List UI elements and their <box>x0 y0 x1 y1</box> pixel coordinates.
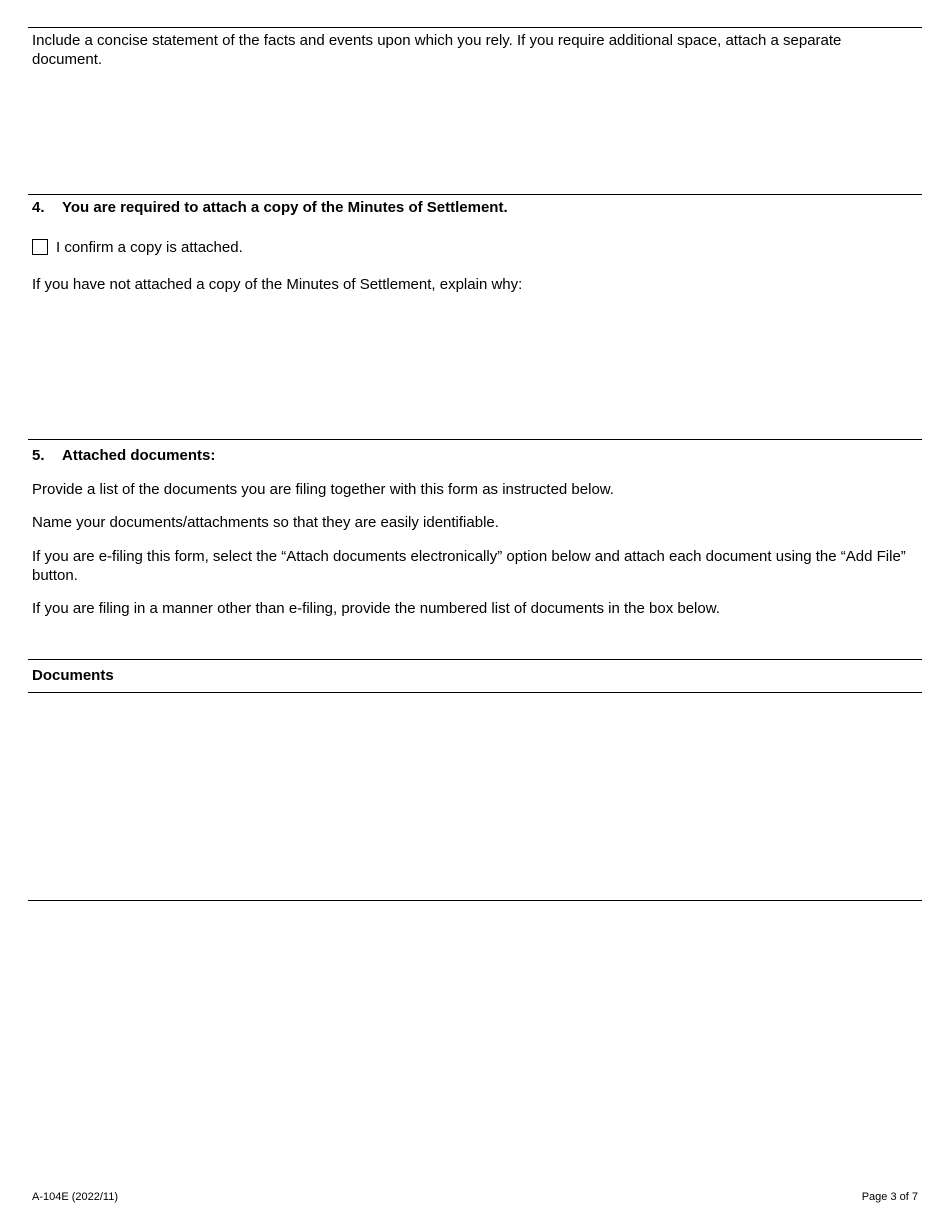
section-5-heading <box>32 446 215 465</box>
section-5-paragraph: If you are filing in a manner other than e-filing, provide the numbered list of documents in the box below. <box>32 600 720 617</box>
section-5-paragraph: Provide a list of the documents you are filing together with this form as instructed below. <box>32 481 614 498</box>
section-4-title: You are required to attach a copy of the Minutes of Settlement. <box>62 199 508 216</box>
section-4-number: 4. <box>32 199 45 216</box>
section-4-top-rule <box>28 194 922 195</box>
documents-list-field[interactable] <box>28 694 922 898</box>
confirm-copy-attached-checkbox[interactable] <box>32 239 48 255</box>
section-5-number: 5. <box>32 447 45 464</box>
section-4-heading <box>32 198 508 217</box>
form-id: A-104E (2022/11) <box>32 1191 119 1203</box>
documents-bottom-rule <box>28 900 922 901</box>
page-number: Page 3 of 7 <box>861 1191 918 1203</box>
section-5-paragraph: Name your documents/attachments so that they are easily identifiable. <box>32 514 499 531</box>
section-5-paragraph: If you are e-filing this form, select the “Attach documents electronically” option below and attach each document using the “Add File” button. <box>32 548 906 584</box>
documents-header-top-rule <box>28 659 922 660</box>
documents-header-bottom-rule <box>28 692 922 693</box>
section-3-top-rule <box>28 27 922 28</box>
confirm-copy-attached-label: I confirm a copy is attached. <box>56 239 243 256</box>
explain-prompt: If you have not attached a copy of the Minutes of Settlement, explain why: <box>32 276 523 293</box>
facts-text-field[interactable] <box>28 72 922 190</box>
section-5-top-rule <box>28 439 922 440</box>
explain-text-field[interactable] <box>28 300 922 435</box>
section-5-title: Attached documents: <box>62 447 216 464</box>
facts-instruction: Include a concise statement of the facts and events upon which you rely. If you require additional space, attach a separate document. <box>32 32 842 68</box>
documents-header: Documents <box>32 667 114 684</box>
